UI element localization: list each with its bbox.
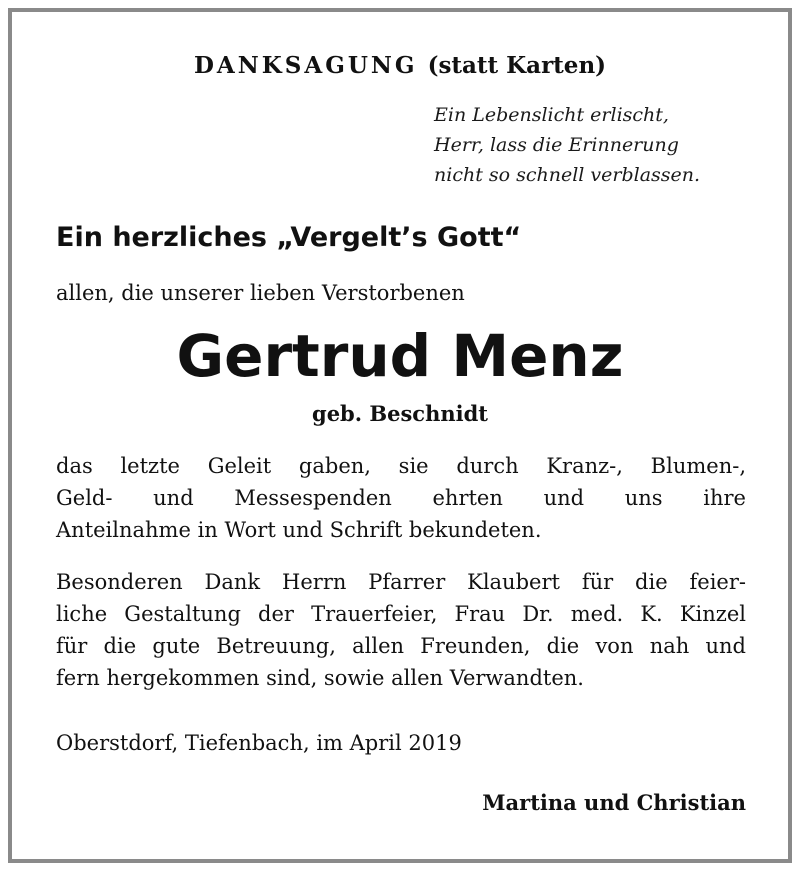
paragraph-line: das letzte Geleit gaben, sie durch Kranz-, Blumen-, — [56, 454, 746, 478]
heading-title: DANKSAGUNG — [193, 52, 418, 79]
paragraph-line: für die gute Betreuung, allen Freunden, die von nah und — [56, 634, 746, 658]
paragraph-line: Anteilnahme in Wort und Schrift bekundeten. — [56, 518, 542, 542]
verse-line: Herr, lass die Erinnerung — [434, 134, 679, 156]
memorial-verse — [434, 100, 700, 190]
intro-line: allen, die unserer lieben Verstorbenen — [56, 281, 465, 305]
paragraph-line: fern hergekommen sind, sowie allen Verwandten. — [56, 666, 584, 690]
verse-line: nicht so schnell verblassen. — [434, 164, 701, 186]
thanks-line: Ein herzliches „Vergelt’s Gott“ — [56, 222, 522, 253]
paragraph-line: Besonderen Dank Herrn Pfarrer Klaubert für die feier- — [56, 570, 746, 594]
paragraph-line: Geld- und Messespenden ehrten und uns ihre — [56, 486, 746, 510]
verse-line: Ein Lebenslicht erlischt, — [434, 104, 669, 126]
signature: Martina und Christian — [482, 790, 746, 815]
special-thanks-paragraph — [56, 566, 746, 694]
heading-subtitle: (statt Karten) — [427, 52, 607, 79]
maiden-name: geb. Beschnidt — [312, 401, 488, 426]
paragraph-line: liche Gestaltung der Trauerfeier, Frau Dr. med. K. Kinzel — [56, 602, 746, 626]
place-date: Oberstdorf, Tiefenbach, im April 2019 — [56, 731, 462, 755]
notice-heading — [0, 52, 800, 79]
deceased-name: Gertrud Menz — [176, 322, 624, 390]
thanks-paragraph — [56, 450, 746, 546]
